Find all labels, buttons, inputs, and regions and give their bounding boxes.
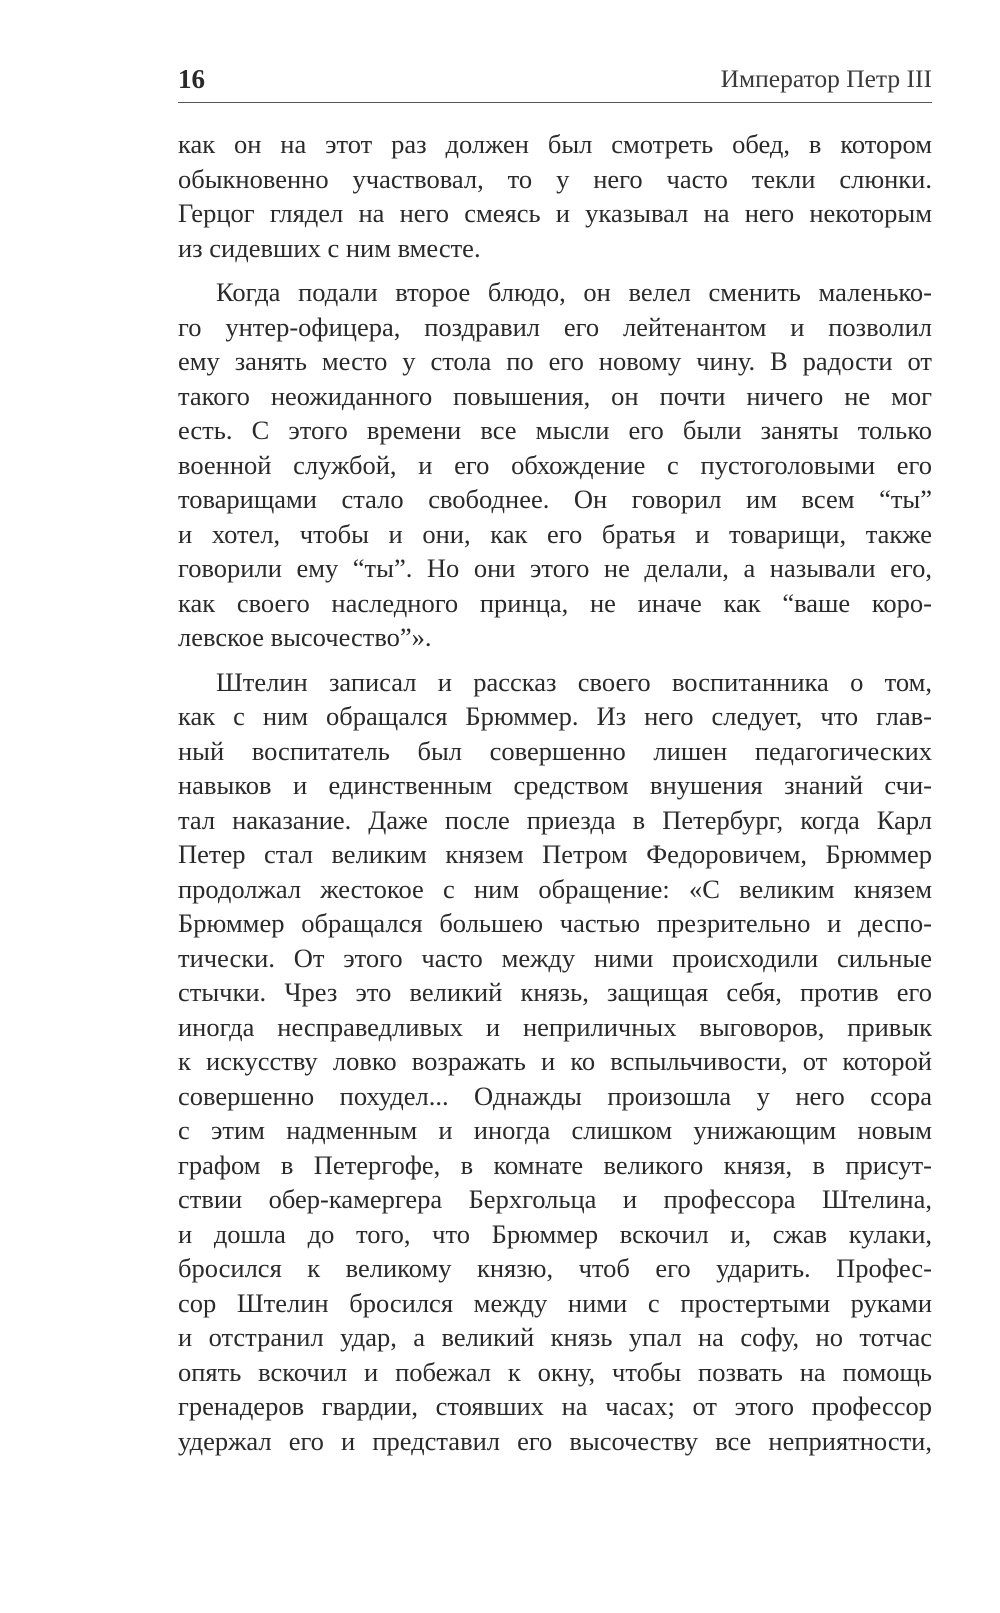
- text-line: навыков и единственным средством внушения знаний счи-: [178, 770, 932, 800]
- paragraph: [178, 665, 932, 1459]
- text-line: и отстранил удар, а великий князь упал на софу, но тотчас: [178, 1322, 932, 1352]
- text-line: левское высочество”».: [178, 622, 432, 652]
- text-line: продолжал жестокое с ним обращение: «С великим князем: [178, 873, 932, 904]
- body-text: [178, 127, 932, 1458]
- text-line: совершенно похудел... Однажды произошла у него ссора: [178, 1080, 932, 1111]
- paragraph: [178, 275, 932, 655]
- text-line: к искусству ловко возражать и ко вспыльчивости, от которой: [178, 1046, 932, 1076]
- text-line: из сидевших с ним вместе.: [178, 232, 481, 263]
- text-line: тически. От этого часто между ними происходили сильные: [178, 942, 932, 973]
- text-line: графом в Петергофе, в комнате великого князя, в присут-: [178, 1149, 932, 1180]
- text-line: ствии обер-камергера Берхгольца и профессора Штелина,: [178, 1184, 932, 1214]
- text-line: Когда подали второе блюдо, он велел сменить маленько-: [216, 277, 932, 307]
- text-line: Брюммер обращался большею частью презрительно и деспо-: [178, 908, 932, 938]
- text-line: есть. С этого времени все мысли его были заняты только: [178, 415, 932, 445]
- text-line: ему занять место у стола по его новому чину. В радости от: [178, 346, 932, 376]
- page-number: 16: [178, 64, 205, 94]
- text-line: такого неожиданного повышения, он почти ничего не мог: [178, 380, 932, 411]
- text-line: как своего наследного принца, не иначе как “ваше коро-: [178, 587, 932, 618]
- paragraph-gap: [178, 265, 932, 275]
- running-title: Император Петр III: [720, 64, 932, 93]
- text-line: иногда несправедливых и неприличных выговоров, привык: [178, 1011, 932, 1042]
- text-line: бросился к великому князю, чтоб его ударить. Профес-: [178, 1253, 932, 1283]
- text-line: с этим надменным и иногда слишком унижающим новым: [178, 1115, 932, 1145]
- text-line: ный воспитатель был совершенно лишен педагогических: [178, 735, 932, 766]
- paragraph: [178, 127, 932, 265]
- text-line: сор Штелин бросился между ними с простертыми руками: [178, 1287, 932, 1318]
- text-line: го унтер-офицера, поздравил его лейтенантом и позволил: [178, 311, 932, 342]
- text-line: удержал его и представил его высочеству все неприятности,: [178, 1425, 932, 1456]
- text-line: и дошла до того, что Брюммер вскочил и, сжав кулаки,: [178, 1218, 932, 1249]
- text-line: гренадеров гвардии, стоявших на часах; от этого профессор: [178, 1391, 932, 1421]
- text-line: обыкновенно участвовал, то у него часто текли слюнки.: [178, 163, 932, 194]
- text-line: Герцог глядел на него смеясь и указывал на него некоторым: [178, 198, 932, 228]
- text-line: как он на этот раз должен был смотреть обед, в котором: [178, 129, 932, 159]
- text-line: военной службой, и его обхождение с пустоголовыми его: [178, 449, 932, 480]
- text-line: тал наказание. Даже после приезда в Петербург, когда Карл: [178, 804, 932, 835]
- text-line: Петер стал великим князем Петром Федоровичем, Брюммер: [178, 839, 932, 869]
- text-line: говорили ему “ты”. Но они этого не делали, а называли его,: [178, 553, 932, 583]
- running-head: [178, 62, 932, 103]
- text-line: и хотел, чтобы и они, как его братья и товарищи, также: [178, 518, 932, 549]
- paragraph-gap: [178, 655, 932, 665]
- text-line: стычки. Чрез это великий князь, защищая себя, против его: [178, 977, 932, 1007]
- text-line: Штелин записал и рассказ своего воспитанника о том,: [216, 666, 932, 697]
- text-line: как с ним обращался Брюммер. Из него следует, что глав-: [178, 701, 932, 731]
- text-line: товарищами стало свободнее. Он говорил им всем “ты”: [178, 484, 932, 514]
- text-line: опять вскочил и побежал к окну, чтобы позвать на помощь: [178, 1356, 932, 1387]
